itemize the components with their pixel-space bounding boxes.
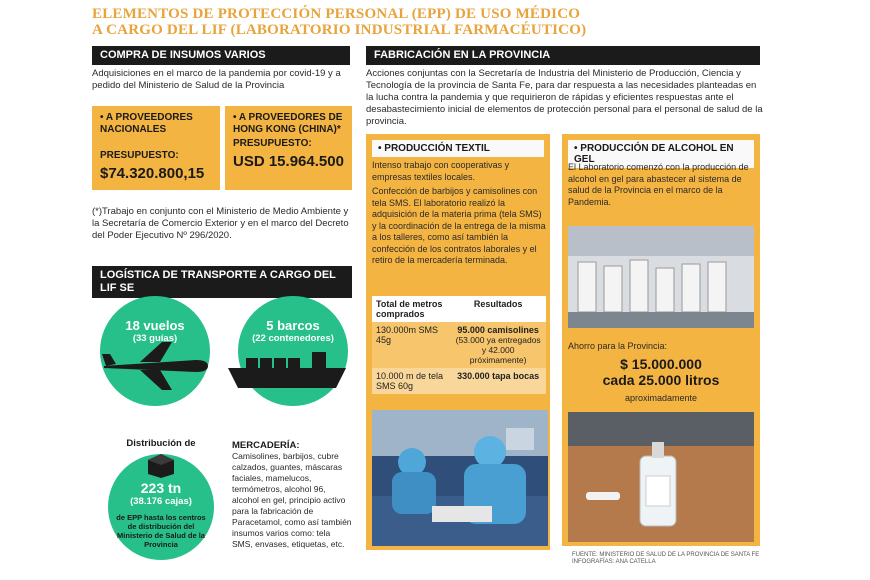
airplane-icon [100,338,212,392]
compra-intro: Adquisiciones en el marco de la pandemia por covid-19 y a pedido del Ministerio de Salud de la Provincia [92,68,341,91]
table-header-resultados: Resultados [473,299,523,309]
table-cell-metros: 10.000 m de tela SMS 60g [376,371,444,391]
budget-amount: USD 15.964.500 [233,153,344,170]
logistica-header: LOGÍSTICA DE TRANSPORTE A CARGO DEL LIF SE [92,266,352,298]
title-line-1: ELEMENTOS DE PROTECCIÓN PERSONAL (EPP) DE USO MÉDICO [92,6,581,22]
ahorro-amount-per: cada 25.000 litros [602,372,720,388]
alcohol-text: El Laboratorio comenzó con la producción de alcohol en gel para abastecer al sistema de salud de la Provincia en el marco de la Pandemia. [568,162,749,207]
resultado-sub: (53.000 ya entregados y 42.000 próximamente) [455,335,541,365]
ahorro-amount [562,356,760,388]
table-cell-metros: 130.000m SMS 45g [376,325,439,345]
budget-box-hong-kong [225,106,352,190]
resultado-main: 95.000 camisolines [457,325,539,335]
ahorro-amount-value: $ 15.000.000 [620,356,702,372]
table-cell-resultado [450,322,546,368]
title-line-2: A CARGO DEL LIF (LABORATORIO INDUSTRIAL FARMACÉUTICO) [92,22,587,38]
barcos-main: 5 barcos [266,318,320,333]
compra-note: (*)Trabajo en conjunto con el Ministerio de Medio Ambiente y la Secretaría de Comercio Exterior y en el marco del Decreto del Poder Ejecutivo Nº 296/2020. [92,206,349,241]
budget-box-nacionales [92,106,220,190]
table-header-metros: Total de metros comprados [376,299,443,319]
table-cell-resultado: 330.000 tapa bocas [457,371,540,381]
footer-source [572,552,772,566]
fabricacion-intro: Acciones conjuntas con la Secretaría de Industria del Ministerio de Producción, Ciencia y Tecnología de la provincia de Santa Fe, para dar respuesta a las necesidades planteadas en la lucha contra la pandemia y que requirieron de rápidas y eficientes respuestas ante el desabastecimiento inicial de elementos de protección personal para el personal de salud de la provincia. [366,68,763,127]
mercaderia-block [232,440,352,550]
barcos-label [238,318,348,344]
budget-amount: $74.320.800,15 [100,165,205,182]
distribucion-sub: (38.176 cajas) [130,496,192,507]
box-icon [146,452,176,478]
footer-line-2: INFOGRAFÍAS: ANA CATELLA [572,559,656,565]
distribucion-top: Distribución de [126,438,196,449]
distribucion-label [108,480,214,507]
footer-line-1: FUENTE: MINISTERIO DE SALUD DE LA PROVINCIA DE SANTA FE [572,552,760,558]
page-title [92,6,652,38]
alcohol-header: • PRODUCCIÓN DE ALCOHOL EN GEL [568,140,754,168]
distribucion-bottom: de EPP hasta los centros de distribución del Ministerio de Salud de la Provincia [116,513,206,549]
mercaderia-title: MERCADERÍA: [232,440,300,451]
gel-bottle-photo [568,412,754,542]
budget-label: PRESUPUESTO: [100,150,179,161]
budget-box-label: • A PROVEEDORES NACIONALES [100,112,193,135]
ahorro-label: Ahorro para la Provincia: [568,341,668,351]
vuelos-main: 18 vuelos [125,318,185,333]
results-table [372,296,546,394]
ship-icon [226,350,348,390]
budget-label: PRESUPUESTO: [233,138,312,149]
table-row [372,368,546,394]
table-row [372,322,546,368]
textil-p2: Confección de barbijos y camisolines con tela SMS. El laboratorio realizó la adquisición de la materia prima (tela SMS) y la coordinación de la entrega de la misma a los talleres, como así también la confección de los contratos laborales y el retiro de la mercadería terminada. [372,186,546,265]
barcos-sub: (22 contenedores) [252,333,334,344]
vuelos-sub: (33 guías) [132,333,178,344]
distribucion-main: 223 tn [140,480,182,496]
textile-workers-photo [372,410,548,546]
textil-p1: Intenso trabajo con cooperativas y empresas textiles locales. [372,160,510,182]
fabricacion-header: FABRICACIÓN EN LA PROVINCIA [366,46,760,65]
mercaderia-text: Camisolines, barbijos, cubre calzados, guantes, máscaras faciales, mamelucos, termómetros, alcohol 96, alcohol en gel, principio activo para la fabricación de Paracetamol, como así también insumos varios como: tela SMS, envases, etiquetas, etc. [232,451,352,549]
textil-header: • PRODUCCIÓN TEXTIL [372,140,544,157]
budget-box-label: • A PROVEEDORES DE HONG KONG (CHINA)* [233,112,343,135]
compra-header: COMPRA DE INSUMOS VARIOS [92,46,350,65]
ahorro-note: aproximadamente [624,393,698,403]
lab-bottles-photo [568,226,754,328]
